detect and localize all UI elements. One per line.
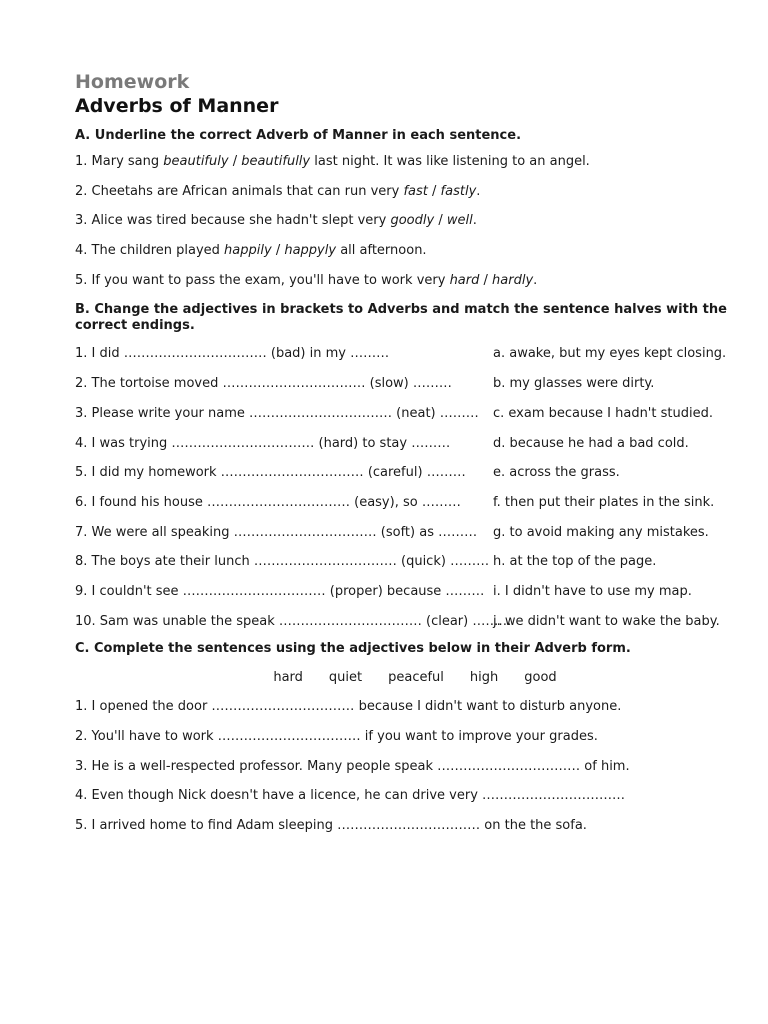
option-2: hardly [492, 272, 534, 288]
word-bank-item: peaceful [388, 670, 444, 686]
match-row [75, 465, 735, 481]
sentence-start: 5. I did my homework …………………………… (careful) ……… [75, 465, 466, 481]
option-2: fastly [440, 183, 477, 199]
sentence-ending: i. I didn't have to use my map. [493, 583, 692, 599]
sentence-start: 1. I did …………………………… (bad) in my ……… [75, 346, 390, 362]
section-b [75, 346, 735, 629]
section-a-item: 4. The children played happily / happyly all afternoon. [75, 243, 427, 259]
worksheet-page [75, 70, 735, 848]
section-a-item: 1. Mary sang beautifuly / beautifully last night. It was like listening to an angel. [75, 154, 590, 169]
match-row [75, 495, 735, 511]
section-c-item: 1. I opened the door …………………………… because I didn't want to disturb anyone. [75, 699, 622, 715]
option-1: beautifuly [163, 154, 229, 169]
word-bank [75, 670, 735, 686]
sentence-start: 4. I was trying …………………………… (hard) to stay ……… [75, 435, 451, 451]
sentence-ending: c. exam because I hadn't studied. [493, 405, 713, 421]
match-row [75, 376, 735, 392]
option-2: well [446, 213, 473, 229]
sentence-start: 10. Sam was unable the speak …………………………… (clear) ……… [75, 613, 512, 629]
section-c-heading: C. Complete the sentences using the adjectives below in their Adverb form. [75, 641, 631, 657]
section-c-item: 2. You'll have to work …………………………… if you want to improve your grades. [75, 729, 598, 744]
section-c [75, 699, 735, 834]
sentence-ending: g. to avoid making any mistakes. [493, 524, 709, 540]
sentence-start: 3. Please write your name …………………………… (neat) ……… [75, 405, 479, 421]
match-row [75, 525, 735, 541]
word-bank-item: high [469, 670, 499, 686]
section-a-item: 2. Cheetahs are African animals that can run very fast / fastly. [75, 183, 481, 199]
sentence-ending: a. awake, but my eyes kept closing. [493, 346, 727, 362]
section-c-item: 4. Even though Nick doesn't have a licence, he can drive very …………………………… [75, 788, 626, 804]
option-1: hard [449, 272, 480, 288]
sentence-ending: e. across the grass. [493, 465, 620, 481]
match-row [75, 346, 735, 362]
section-a-heading: A. Underline the correct Adverb of Manner in each sentence. [75, 128, 522, 143]
word-bank-item: quiet [328, 670, 363, 686]
page-title: Adverbs of Manner [75, 95, 279, 117]
match-row [75, 406, 735, 422]
sentence-start: 2. The tortoise moved …………………………… (slow) ……… [75, 376, 452, 392]
sentence-start: 8. The boys ate their lunch …………………………… (quick) ……… [75, 554, 490, 570]
option-2: happyly [284, 243, 337, 259]
section-c-item: 3. He is a well-respected professor. Many people speak …………………………… of him. [75, 758, 630, 774]
section-a-item: 3. Alice was tired because she hadn't slept very goodly / well. [75, 213, 477, 229]
option-1: goodly [390, 213, 435, 229]
option-2: beautifully [241, 154, 311, 169]
option-1: fast [403, 183, 428, 199]
match-row [75, 614, 735, 630]
word-bank-item: hard [273, 670, 303, 686]
match-row [75, 554, 735, 570]
match-row [75, 436, 735, 452]
option-1: happily [224, 243, 272, 259]
sentence-ending: h. at the top of the page. [493, 554, 657, 570]
word-bank-item: good [524, 670, 557, 686]
section-a-item: 5. If you want to pass the exam, you'll have to work very hard / hardly. [75, 272, 538, 288]
section-b-heading: B. Change the adjectives in brackets to Adverbs and match the sentence halves with the correct endings. [75, 302, 727, 334]
match-row [75, 584, 735, 600]
sentence-ending: b. my glasses were dirty. [493, 376, 655, 392]
sentence-ending: j. we didn't want to wake the baby. [493, 613, 720, 629]
sentence-start: 9. I couldn't see …………………………… (proper) because ……… [75, 583, 485, 599]
section-c-item: 5. I arrived home to find Adam sleeping …………………………… on the the sofa. [75, 818, 587, 834]
sentence-start: 7. We were all speaking …………………………… (soft) as ……… [75, 524, 478, 540]
page-kicker: Homework [75, 71, 190, 93]
sentence-ending: d. because he had a bad cold. [493, 435, 689, 451]
sentence-ending: f. then put their plates in the sink. [493, 494, 715, 510]
sentence-start: 6. I found his house …………………………… (easy), so ……… [75, 494, 461, 510]
section-a [75, 154, 735, 289]
